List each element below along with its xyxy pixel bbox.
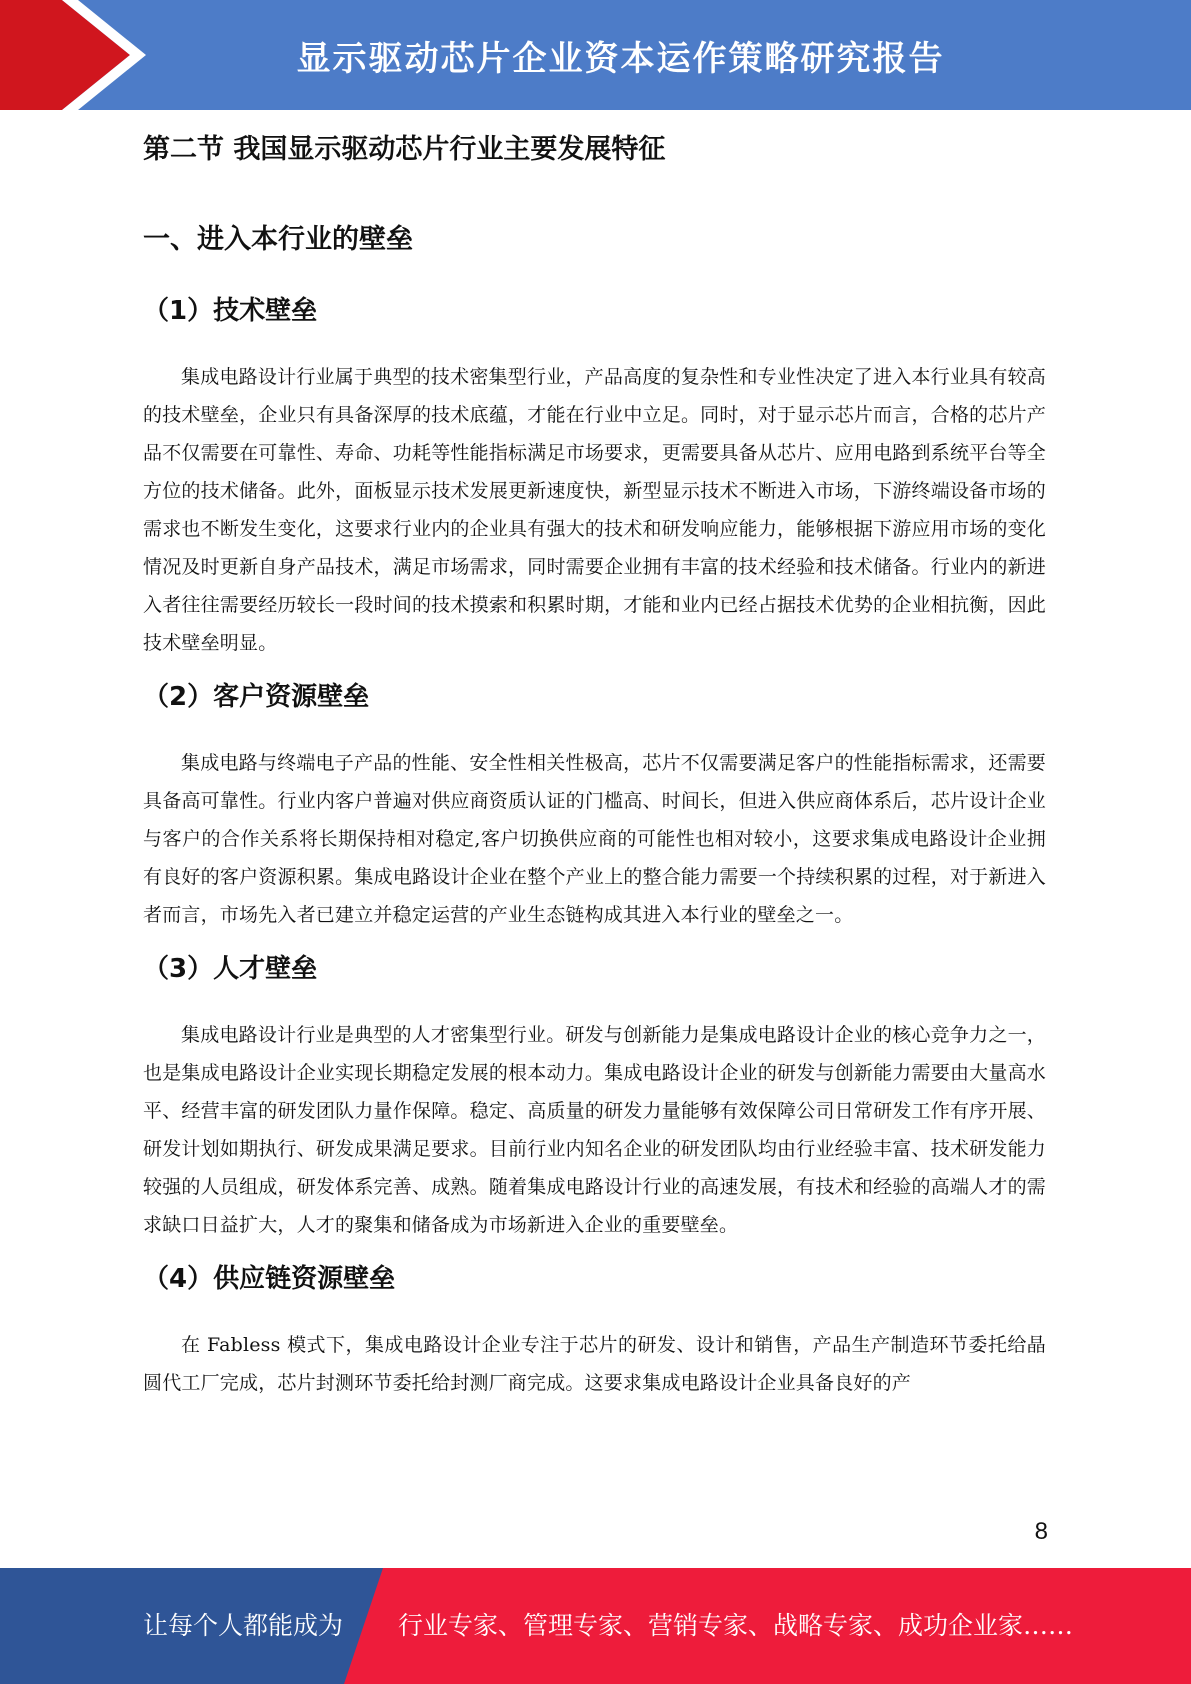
subsection-technology xyxy=(143,290,1046,662)
subsection-paragraph: 集成电路设计行业属于典型的技术密集型行业，产品高度的复杂性和专业性决定了进入本行业具有较高的技术壁垒，企业只有具备深厚的技术底蕴，才能在行业中立足。同时，对于显示芯片而言，合格的芯片产品不仅需要在可靠性、寿命、功耗等性能指标满足市场要求，更需要具备从芯片、应用电路到系统平台等全方位的技术储备。此外，面板显示技术发展更新速度快，新型显示技术不断进入市场，下游终端设备市场的需求也不断发生变化，这要求行业内的企业具有强大的技术和研发响应能力，能够根据下游应用市场的变化情况及时更新自身产品技术，满足市场需求，同时需要企业拥有丰富的技术经验和技术储备。行业内的新进入者往往需要经历较长一段时间的技术摸索和积累时期，才能和业内已经占据技术优势的企业相抗衡，因此技术壁垒明显。 xyxy=(143,366,1046,654)
footer-slogan-right: 行业专家、管理专家、营销专家、战略专家、成功企业家…… xyxy=(398,1611,1074,1640)
subsection-paragraph: 在 Fabless 模式下，集成电路设计企业专注于芯片的研发、设计和销售，产品生产制造环节委托给晶圆代工厂完成，芯片封测环节委托给封测厂商完成。这要求集成电路设计企业具备良好的产 xyxy=(143,1334,1046,1394)
red-chevron-decoration xyxy=(0,0,150,110)
subsection-heading: （1）技术壁垒 xyxy=(143,296,318,326)
footer-slogan-left: 让每个人都能成为 xyxy=(143,1611,344,1640)
subsection-paragraph: 集成电路与终端电子产品的性能、安全性相关性极高，芯片不仅需要满足客户的性能指标需求，还需要具备高可靠性。行业内客户普遍对供应商资质认证的门槛高、时间长，但进入供应商体系后，芯片设计企业与客户的合作关系将长期保持相对稳定,客户切换供应商的可能性也相对较小，这要求集成电路设计企业拥有良好的客户资源积累。集成电路设计企业在整个产业上的整合能力需要一个持续积累的过程，对于新进入者而言，市场先入者已建立并稳定运营的产业生态链构成其进入本行业的壁垒之一。 xyxy=(143,752,1046,926)
page-number: 8 xyxy=(1034,1518,1048,1545)
report-title: 显示驱动芯片企业资本运作策略研究报告 xyxy=(296,38,945,79)
subsection-talent xyxy=(143,948,1046,1244)
subsection-heading: （4）供应链资源壁垒 xyxy=(143,1264,396,1294)
section-title: 第二节 我国显示驱动芯片行业主要发展特征 xyxy=(143,134,666,165)
subsection-customer xyxy=(143,676,1046,934)
page-content xyxy=(143,128,1046,1402)
page-header xyxy=(0,0,1191,110)
subsection-paragraph: 集成电路设计行业是典型的人才密集型行业。研发与创新能力是集成电路设计企业的核心竞争力之一，也是集成电路设计企业实现长期稳定发展的根本动力。集成电路设计企业的研发与创新能力需要由大量高水平、经营丰富的研发团队力量作保障。稳定、高质量的研发力量能够有效保障公司日常研发工作有序开展、研发计划如期执行、研发成果满足要求。目前行业内知名企业的研发团队均由行业经验丰富、技术研发能力较强的人员组成，研发体系完善、成熟。随着集成电路设计行业的高速发展，有技术和经验的高端人才的需求缺口日益扩大，人才的聚集和储备成为市场新进入企业的重要壁垒。 xyxy=(143,1024,1046,1236)
page-footer xyxy=(0,1568,1191,1684)
subsection-supply-chain xyxy=(143,1258,1046,1402)
subsection-heading: （2）客户资源壁垒 xyxy=(143,682,370,712)
heading-barriers: 一、进入本行业的壁垒 xyxy=(143,224,413,255)
subsection-heading: （3）人才壁垒 xyxy=(143,954,318,984)
